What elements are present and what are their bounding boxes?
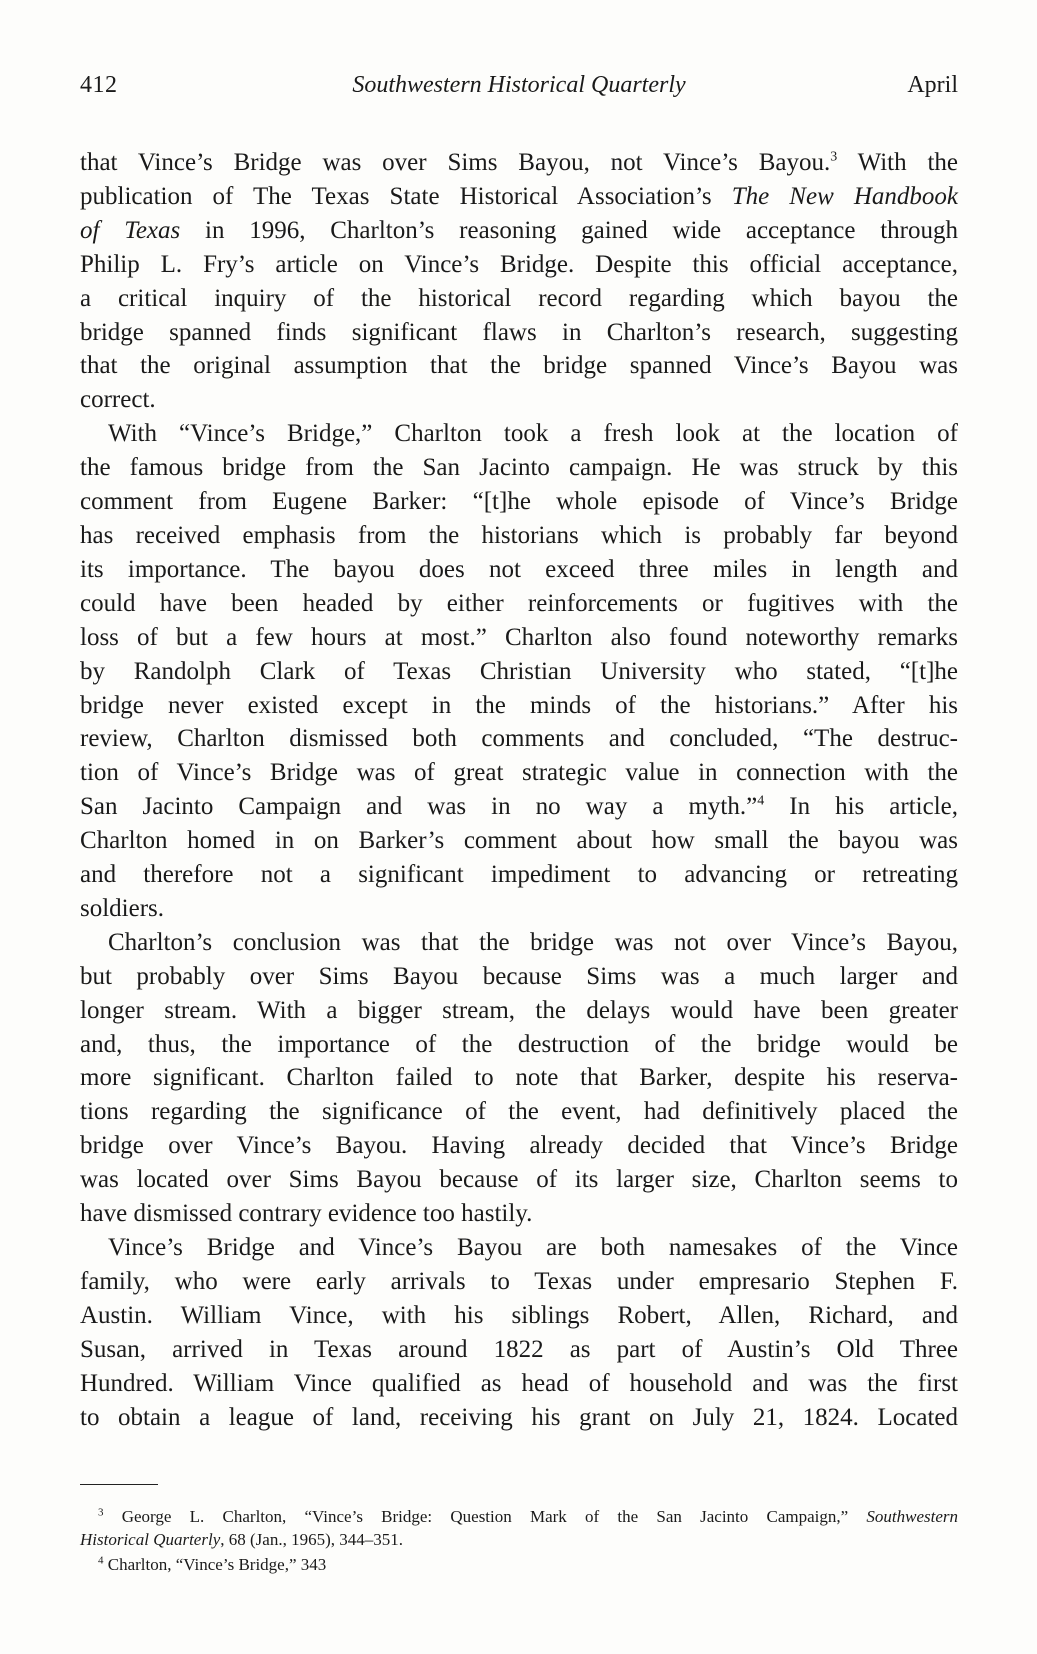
journal-title-citation: Historical Quarterly (80, 1530, 221, 1549)
text-line: more significant. Charlton failed to note that Barker, despite his reserva- (80, 1064, 958, 1092)
footnote-3 (80, 1505, 958, 1551)
text-line: could have been headed by either reinforcements or fugitives with the (80, 589, 958, 617)
body-text (80, 146, 958, 1434)
text-line: bridge spanned finds significant flaws in Charlton’s research, suggesting (80, 318, 958, 346)
text-line: Susan, arrived in Texas around 1822 as part of Austin’s Old Three (80, 1335, 958, 1363)
issue-month: April (907, 72, 958, 98)
footnote-line: $^4$ Charlton, “Vince’s Bridge,” 343 (98, 1554, 327, 1574)
text-line: Austin. William Vince, with his siblings Robert, Allen, Richard, and (80, 1301, 958, 1329)
footnote-line: Historical Quarterly, 68 (Jan., 1965), 344–351. (80, 1530, 403, 1549)
text-line: review, Charlton dismissed both comments and concluded, “The destruc- (80, 725, 958, 753)
paragraph-2 (80, 417, 958, 926)
text-line: tion of Vince’s Bridge was of great strategic value in connection with the (80, 759, 958, 787)
footnote-line: $^3$ George L. Charlton, “Vince’s Bridge: Question Mark of the San Jacinto Campaign,” Southwestern (98, 1506, 958, 1526)
text-line: and, thus, the importance of the destruction of the bridge would be (80, 1030, 958, 1058)
paragraph-1 (80, 146, 958, 417)
text-line: Vince’s Bridge and Vince’s Bayou are both namesakes of the Vince (108, 1234, 958, 1261)
text-line: but probably over Sims Bayou because Sims was a much larger and (80, 962, 958, 990)
text-line: San Jacinto Campaign and was in no way a myth.”$^4$ In his article, (80, 793, 959, 821)
paragraph-4 (80, 1231, 958, 1434)
text-line: and therefore not a significant impediment to advancing or retreating (80, 861, 958, 889)
book-title: of Texas (80, 216, 181, 244)
text-line: Charlton’s conclusion was that the bridge was not over Vince’s Bayou, (108, 928, 958, 956)
book-title: The New Handbook (731, 182, 958, 210)
text-line: Hundred. William Vince qualified as head of household and was the first (80, 1369, 958, 1397)
footnote-ref-3[interactable]: 3 (830, 149, 838, 165)
text-line: Philip L. Fry’s article on Vince’s Bridge. Despite this official acceptance, (80, 250, 958, 278)
text-line: With “Vince’s Bridge,” Charlton took a fresh look at the location of (108, 420, 958, 448)
footnote-number: 4 (98, 1554, 104, 1567)
text-line: that the original assumption that the bridge spanned Vince’s Bayou was (80, 352, 958, 380)
journal-title-citation: Southwestern (866, 1507, 958, 1526)
text-line: bridge never existed except in the minds of the historians.” After his (80, 691, 958, 719)
text-line: its importance. The bayou does not exceed three miles in length and (80, 555, 958, 583)
footnote-ref-4[interactable]: 4 (757, 793, 765, 809)
text-line: bridge over Vince’s Bayou. Having already decided that Vince’s Bridge (80, 1132, 958, 1160)
text-line: Charlton homed in on Barker’s comment about how small the bayou was (80, 827, 958, 855)
text-line: the famous bridge from the San Jacinto campaign. He was struck by this (80, 454, 958, 482)
text-line: that Vince’s Bridge was over Sims Bayou, not Vince’s Bayou.$^3$ With the (80, 149, 958, 176)
text-line: was located over Sims Bayou because of its larger size, Charlton seems to (80, 1166, 958, 1194)
running-header (80, 72, 958, 108)
text-line: tions regarding the significance of the event, had definitively placed the (80, 1098, 958, 1126)
footnotes (80, 1505, 958, 1578)
text-line: have dismissed contrary evidence too hastily. (80, 1200, 533, 1228)
text-line: comment from Eugene Barker: “[t]he whole episode of Vince’s Bridge (80, 488, 958, 516)
text-line: a critical inquiry of the historical record regarding which bayou the (80, 284, 958, 312)
text-line: to obtain a league of land, receiving his grant on July 21, 1824. Located (80, 1403, 958, 1431)
text-line: correct. (80, 386, 156, 414)
text-line: of Texas in 1996, Charlton’s reasoning gained wide acceptance through (80, 216, 958, 244)
footnote-number: 3 (98, 1506, 104, 1519)
text-line: has received emphasis from the historians which is probably far beyond (80, 521, 958, 549)
text-line: family, who were early arrivals to Texas under empresario Stephen F. (80, 1267, 958, 1295)
footnote-4 (80, 1553, 958, 1576)
text-line: loss of but a few hours at most.” Charlton also found noteworthy remarks (80, 623, 958, 651)
text-line: longer stream. With a bigger stream, the delays would have been greater (80, 996, 958, 1024)
page-number: 412 (80, 72, 118, 98)
text-line: by Randolph Clark of Texas Christian University who stated, “[t]he (80, 657, 958, 685)
text-line: soldiers. (80, 894, 165, 922)
paragraph-3 (80, 926, 958, 1231)
footnote-divider (80, 1484, 158, 1485)
text-line: publication of The Texas State Historical Association’s The New Handbook (80, 182, 958, 210)
journal-title: Southwestern Historical Quarterly (352, 72, 686, 98)
